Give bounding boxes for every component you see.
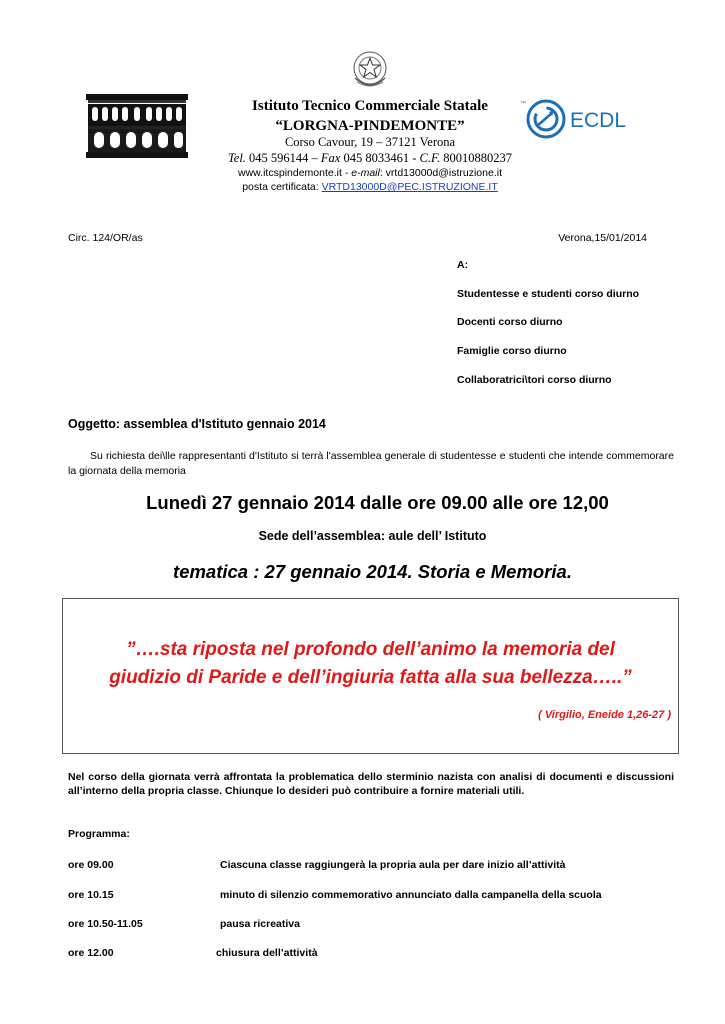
recipients-label: A: (457, 259, 469, 271)
subject-line: Oggetto: assemblea d'Istituto gennaio 2014 (68, 417, 326, 431)
recipient-item: Docenti corso diurno (457, 316, 563, 328)
ecdl-logo-text: ECDL (570, 109, 627, 132)
place-date: Verona,15/01/2014 (558, 232, 647, 244)
event-datetime: Lunedì 27 gennaio 2014 dalle ore 09.00 alle ore 12,00 (146, 492, 609, 513)
website-sep: - (341, 167, 352, 179)
intro-paragraph: Su richiesta dei\lle rappresentanti d'Istituto si terrà l'assemblea generale di studentesse e studenti che intende commemorare la giornata della memoria (68, 450, 674, 477)
recipient-item: Famiglie corso diurno (457, 345, 567, 357)
italian-republic-emblem-icon (349, 48, 391, 92)
venue: Sede dell’assemblea: aule dell’ Istituto (258, 529, 487, 543)
tel-label: Tel. (227, 151, 246, 165)
circular-number: Circ. 124/OR/as (68, 232, 143, 244)
programma-desc: minuto di silenzio commemorativo annunciato dalla campanella della scuola (220, 889, 602, 901)
web-contacts (150, 166, 590, 180)
recipient-item: Studentesse e studenti corso diurno (457, 288, 640, 300)
palazzo-building-icon (86, 94, 188, 158)
cf-label: C.F. (419, 151, 441, 165)
programma-desc: pausa ricreativa (220, 918, 300, 930)
tel-value: 045 596144 – (245, 151, 321, 165)
school-name-quoted: “LORGNA-PINDEMONTE” (275, 118, 465, 134)
email-label: e-mail (351, 167, 380, 179)
programma-time: ore 09.00 (68, 859, 114, 871)
fax-label: Fax (320, 151, 341, 165)
cf-value: 80010880237 (440, 151, 513, 165)
school-name: Istituto Tecnico Commerciale Statale (252, 98, 488, 114)
quote-line: ”….sta riposta nel profondo dell’animo la memoria del (126, 639, 615, 660)
email-value[interactable]: : vrtd13000d@istruzione.it (379, 167, 502, 179)
fax-value: 045 8033461 - (340, 151, 420, 165)
website-link[interactable]: www.itcspindemonte.it (238, 167, 342, 179)
programma-time: ore 10.50-11.05 (68, 918, 143, 930)
quote-text (64, 636, 677, 692)
programma-label: Programma: (68, 828, 130, 840)
programma-desc: Ciascuna classe raggiungerà la propria aula per dare inizio all’attività (220, 859, 566, 871)
recipient-item: Collaboratrici\tori corso diurno (457, 374, 612, 386)
body-paragraph: Nel corso della giornata verrà affrontata la problematica dello sterminio nazista con analisi di documenti e discussioni all’interno della propria classe. Chiunque lo desideri può contribuire a fornire materiali utili. (68, 771, 674, 797)
pec-email-link[interactable]: VRTD13000D@PEC.ISTRUZIONE.IT (321, 181, 498, 193)
pec-contact (150, 180, 590, 194)
pec-label: posta certificata: (242, 181, 322, 193)
theme: tematica : 27 gennaio 2014. Storia e Memoria. (173, 561, 572, 582)
programma-desc: chiusura dell’attività (216, 947, 318, 959)
quote-line: giudizio di Paride e dell’ingiuria fatta alla sua bellezza…..” (109, 667, 632, 688)
contact-numbers (170, 150, 570, 166)
programma-time: ore 12.00 (68, 947, 114, 959)
quote-source: ( Virgilio, Eneide 1,26-27 ) (538, 709, 671, 721)
school-address: Corso Cavour, 19 – 37121 Verona (284, 135, 456, 149)
programma-time: ore 10.15 (68, 889, 114, 901)
ecdl-tm: ™ (520, 101, 526, 107)
